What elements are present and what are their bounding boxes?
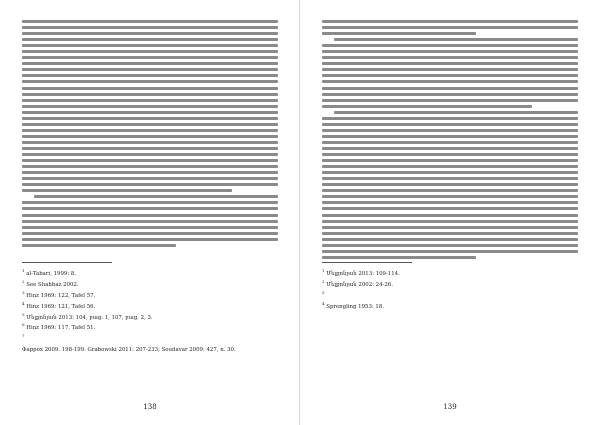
text-line [22, 32, 278, 35]
text-line [322, 105, 532, 108]
text-line [322, 32, 476, 35]
text-line [22, 56, 278, 59]
text-line [322, 177, 578, 180]
text-line [322, 87, 578, 90]
text-line [322, 207, 578, 210]
text-line [322, 93, 578, 96]
footnote-divider [322, 262, 412, 263]
text-line [322, 195, 578, 198]
text-line [322, 256, 476, 259]
text-line [22, 220, 278, 223]
text-line [322, 159, 578, 162]
text-line [22, 26, 278, 29]
text-line [322, 26, 578, 29]
text-line [322, 189, 578, 192]
text-line [322, 171, 578, 174]
text-line [22, 165, 278, 168]
text-line [322, 123, 578, 126]
text-line [22, 80, 278, 83]
text-line [22, 153, 278, 156]
text-line [322, 165, 578, 168]
text-line [322, 62, 578, 65]
page-number: 138 [143, 403, 157, 411]
text-line [22, 177, 278, 180]
text-line [322, 214, 578, 217]
text-line [22, 50, 278, 53]
right-footnotes [322, 267, 578, 311]
text-line [22, 232, 278, 235]
text-line [22, 129, 278, 132]
text-line [334, 38, 578, 41]
text-line [322, 50, 578, 53]
text-line [22, 38, 278, 41]
text-line [22, 74, 278, 77]
footnote: $^2$ Մելքոնյան 2002: 24-26. [322, 278, 393, 288]
text-line [22, 68, 278, 71]
text-line [22, 214, 278, 217]
footnote: $^3$ Hinz 1969: 122, Tafel 57. [22, 289, 96, 299]
text-line [322, 220, 578, 223]
page-number: 139 [443, 403, 457, 411]
footnote: 3 [322, 289, 325, 295]
text-line [322, 250, 578, 253]
text-line [22, 105, 278, 108]
text-line [22, 135, 278, 138]
text-line [322, 238, 578, 241]
text-line [322, 68, 578, 71]
footnote-divider [22, 262, 112, 263]
text-line [22, 111, 278, 114]
text-line [22, 141, 278, 144]
text-line [322, 135, 578, 138]
text-line [322, 129, 578, 132]
footnote: $^6$ Hinz 1969: 117, Tafel 51. [22, 322, 96, 332]
text-line [22, 183, 278, 186]
text-line [22, 189, 232, 192]
text-line [322, 99, 578, 102]
text-line [322, 183, 578, 186]
text-line [322, 74, 578, 77]
text-line [22, 44, 278, 47]
text-line [22, 117, 278, 120]
text-line [322, 147, 578, 150]
text-line [22, 226, 278, 229]
text-line [334, 111, 578, 114]
text-line [22, 244, 176, 247]
text-line [22, 201, 278, 204]
text-line [322, 244, 578, 247]
left-footnotes [22, 267, 278, 354]
footnote: $^1$ al-Tabari, 1999: 8. [22, 268, 77, 277]
footnote: 7 [22, 333, 25, 339]
text-line [22, 99, 278, 102]
text-line [22, 62, 278, 65]
text-line [322, 141, 578, 144]
text-line [322, 153, 578, 156]
text-line [322, 232, 578, 235]
text-line [322, 44, 578, 47]
text-line [34, 195, 278, 198]
text-line [322, 117, 578, 120]
text-line [22, 171, 278, 174]
text-line [22, 93, 278, 96]
footnote: $^2$ See Shahbaz 2002. [22, 278, 79, 288]
text-line [22, 87, 278, 90]
left-body-text [22, 20, 278, 250]
footnote: Фаррох 2009. 198-199. Grabowski 2011: 207-233; Soudavar 2009: 427, n. 30. [22, 347, 236, 354]
text-line [322, 20, 578, 23]
text-line [22, 238, 278, 241]
text-line [22, 207, 278, 210]
text-line [322, 80, 578, 83]
text-line [322, 56, 578, 59]
footnote: $^4$ Sprengling 1953: 18. [322, 300, 385, 310]
text-line [322, 226, 578, 229]
text-line [322, 201, 578, 204]
footnote: $^1$ Մելքոնյան 2013: 109-114. [322, 268, 400, 277]
right-body-text [322, 20, 578, 262]
text-line [22, 20, 278, 23]
text-line [22, 147, 278, 150]
footnote: $^5$ Մելքոնյան 2013: 104, բաց. 1, 107, բաց. 2, 3. [22, 311, 153, 321]
right-page [300, 0, 600, 425]
footnote: $^4$ Hinz 1969: 121, Tafel 56. [22, 300, 96, 310]
text-line [22, 159, 278, 162]
text-line [22, 123, 278, 126]
